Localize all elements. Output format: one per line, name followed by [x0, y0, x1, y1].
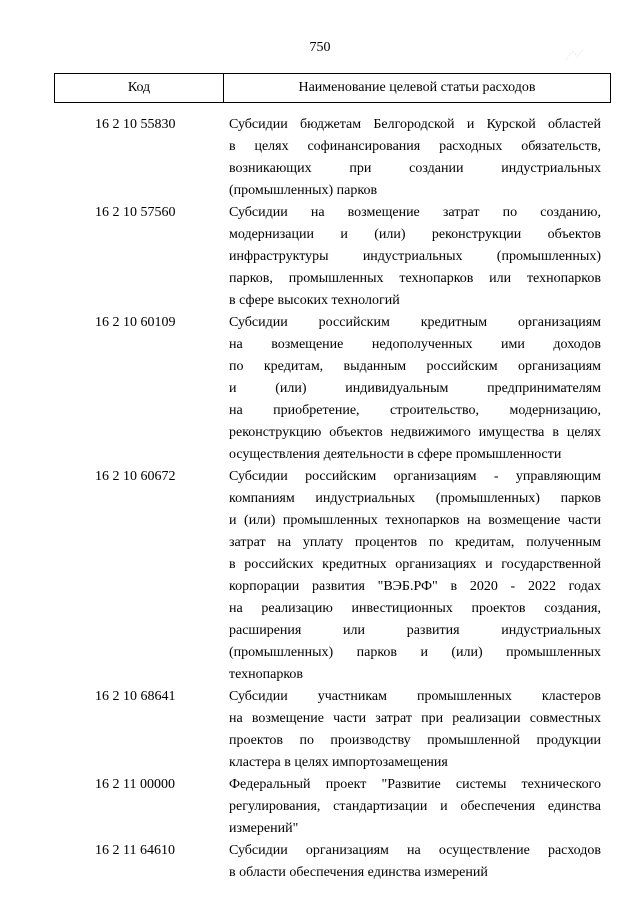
- description-line: затрат на уплату процентов по кредитам, полученным: [229, 535, 601, 550]
- description-line: в сфере высоких технологий: [229, 293, 400, 308]
- description-line: Субсидии российским организациям - управляющим: [229, 469, 601, 484]
- description-line: Субсидии бюджетам Белгородской и Курской областей: [229, 117, 601, 132]
- header-name-cell: [224, 74, 610, 102]
- description-line: Субсидии организациям на осуществление расходов: [229, 843, 601, 858]
- row-code: 16 2 10 60672: [95, 469, 176, 484]
- description-line: осуществления деятельности в сфере промышленности: [229, 447, 562, 462]
- row-code: 16 2 11 00000: [95, 777, 175, 792]
- description-line: модернизации и (или) реконструкции объектов: [229, 227, 601, 242]
- table-body: [0, 114, 640, 884]
- row-description: [229, 312, 601, 466]
- row-description: [229, 466, 601, 686]
- description-line: Субсидии участникам промышленных кластеров: [229, 689, 601, 704]
- table-header: [54, 73, 611, 103]
- page-number: 750: [309, 40, 331, 55]
- description-line: инфраструктуры индустриальных (промышленных): [229, 249, 601, 264]
- description-line: в целях софинансирования расходных обязательств,: [229, 139, 601, 154]
- row-code: 16 2 10 55830: [95, 117, 176, 132]
- description-line: технопарков: [229, 667, 304, 682]
- description-line: возникающих при создании индустриальных: [229, 161, 601, 176]
- header-code-label: Код: [127, 80, 151, 95]
- table-row: [0, 840, 640, 884]
- description-line: расширения или развития индустриальных: [229, 623, 601, 638]
- description-line: Субсидии российским кредитным организациям: [229, 315, 601, 330]
- description-line: в области обеспечения единства измерений: [229, 865, 488, 880]
- description-line: Федеральный проект "Развитие системы технического: [229, 777, 601, 792]
- row-description: [229, 774, 601, 840]
- table-row: [0, 686, 640, 774]
- description-line: на реализацию инвестиционных проектов создания,: [229, 601, 601, 616]
- description-line: (промышленных) парков и (или) промышленных: [229, 645, 601, 660]
- row-description: [229, 202, 601, 312]
- description-line: на приобретение, строительство, модернизацию,: [229, 403, 601, 418]
- description-line: в российских кредитных организациях и государственной: [229, 557, 601, 572]
- description-line: реконструкцию объектов недвижимого имущества в целях: [229, 425, 601, 440]
- row-code: 16 2 10 57560: [95, 205, 176, 220]
- description-line: регулирования, стандартизации и обеспечения единства: [229, 799, 601, 814]
- row-code: 16 2 10 60109: [95, 315, 176, 330]
- description-line: измерений": [229, 821, 299, 836]
- table-row: [0, 466, 640, 686]
- description-line: проектов по производству промышленной продукции: [229, 733, 601, 748]
- description-line: на возмещение части затрат при реализации совместных: [229, 711, 601, 726]
- description-line: компаниям индустриальных (промышленных) парков: [229, 491, 601, 506]
- table-row: [0, 202, 640, 312]
- description-line: по кредитам, выданным российским организациям: [229, 359, 601, 374]
- table-row: [0, 114, 640, 202]
- description-line: и (или) промышленных технопарков на возмещение части: [229, 513, 601, 528]
- row-description: [229, 686, 601, 774]
- row-description: [229, 840, 601, 884]
- header-name-label: Наименование целевой статьи расходов: [298, 80, 536, 95]
- description-line: корпорации развития "ВЭБ.РФ" в 2020 - 2022 годах: [229, 579, 601, 594]
- description-line: Субсидии на возмещение затрат по созданию,: [229, 205, 601, 220]
- description-line: и (или) индивидуальным предпринимателям: [229, 381, 601, 396]
- header-code-cell: [55, 74, 224, 102]
- scan-artifact: [565, 48, 585, 62]
- description-line: на возмещение недополученных ими доходов: [229, 337, 601, 352]
- row-code: 16 2 11 64610: [95, 843, 175, 858]
- row-description: [229, 114, 601, 202]
- table-row: [0, 312, 640, 466]
- description-line: парков, промышленных технопарков или технопарков: [229, 271, 601, 286]
- table-row: [0, 774, 640, 840]
- row-code: 16 2 10 68641: [95, 689, 176, 704]
- description-line: кластера в целях импортозамещения: [229, 755, 448, 770]
- description-line: (промышленных) парков: [229, 183, 378, 198]
